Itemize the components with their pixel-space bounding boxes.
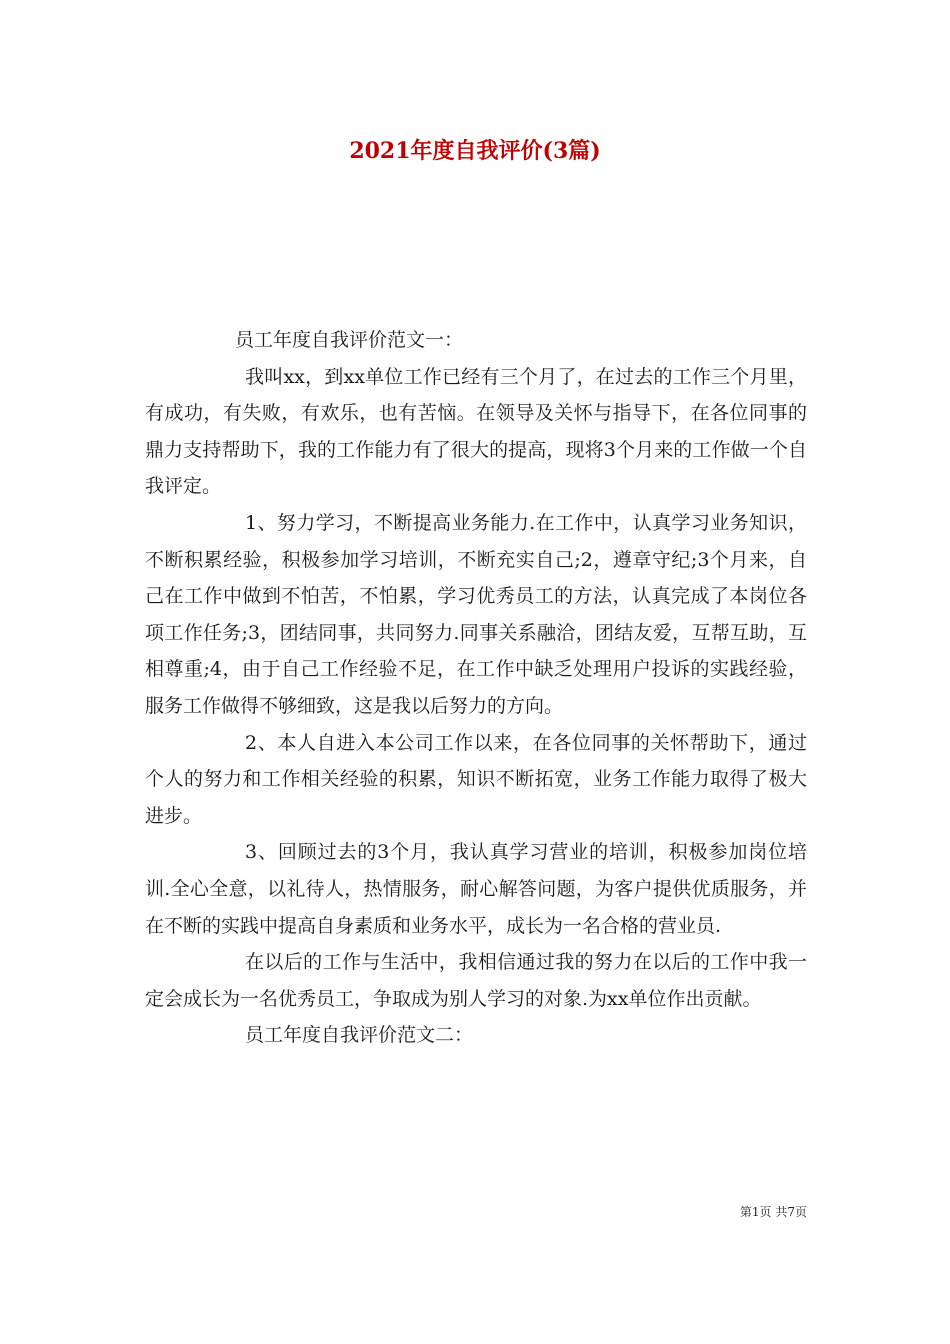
section-heading-one: 员工年度自我评价范文一：	[235, 329, 464, 351]
document-body	[145, 322, 807, 1054]
body-paragraph: 2、本人自进入本公司工作以来，在各位同事的关怀帮助下，通过个人的努力和工作相关经验的积累，知识不断拓宽，业务工作能力取得了极大进步。	[145, 731, 807, 827]
body-paragraph: 1、努力学习，不断提高业务能力.在工作中，认真学习业务知识，不断积累经验，积极参加学习培训，不断充实自己;2，遵章守纪;3个月来，自己在工作中做到不怕苦，不怕累，学习优秀员工的方法，认真完成了本岗位各项工作任务;3，团结同事，共同努力.同事关系融洽，团结友爱，互帮互助，互相尊重;4，由于自己工作经验不足，在工作中缺乏处理用户投诉的实践经验，服务工作做得不够细致，这是我以后努力的方向。	[145, 511, 807, 717]
body-paragraph: 3、回顾过去的3个月，我认真学习营业的培训，积极参加岗位培训.全心全意，以礼待人，热情服务，耐心解答问题，为客户提供优质服务，并在不断的实践中提高自身素质和业务水平，成长为一名合格的营业员.	[145, 841, 807, 937]
body-paragraph: 在以后的工作与生活中，我相信通过我的努力在以后的工作中我一定会成长为一名优秀员工，争取成为别人学习的对象.为xx单位作出贡献。	[145, 951, 807, 1010]
body-paragraph: 我叫xx，到xx单位工作已经有三个月了，在过去的工作三个月里，有成功，有失败，有欢乐，也有苦恼。在领导及关怀与指导下，在各位同事的鼎力支持帮助下，我的工作能力有了很大的提高，现将3个月来的工作做一个自我评定。	[145, 365, 807, 498]
page-number: 第1页 共7页	[739, 1205, 807, 1219]
section-heading-two: 员工年度自我评价范文二：	[245, 1024, 474, 1047]
document-title: 2021年度自我评价(3篇)	[349, 138, 601, 164]
